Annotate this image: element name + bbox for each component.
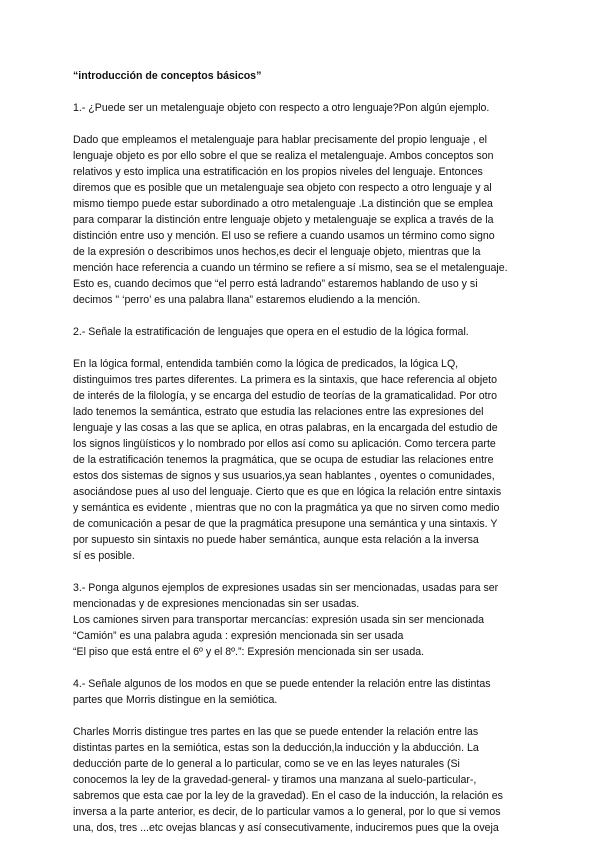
question-4-line: 4.- Señale algunos de los modos en que se puede entender la relación entre las distintas: [73, 678, 491, 690]
answer-2-line: de la estratificación tenemos la pragmática, que se ocupa de estudiar las relaciones entre: [73, 454, 494, 466]
question-4-line: partes que Morris distingue en la semiótica.: [73, 694, 278, 706]
question-3-line: 3.- Ponga algunos ejemplos de expresiones usadas sin ser mencionadas, usadas para ser: [73, 582, 499, 594]
answer-2-line: por supuesto sin sintaxis no puede haber semántica, aunque esta relación a la inversa: [73, 534, 479, 546]
question-3-line: mencionadas y de expresiones mencionadas sin ser usadas.: [73, 598, 360, 610]
answer-1-line: relativos y esto implica una estratificación en los propios niveles del lenguaje. Entonces: [73, 166, 483, 178]
answer-3-line: Los camiones sirven para transportar mercancías: expresión usada sin ser mencionada: [73, 614, 485, 626]
answer-1-line: lenguaje objeto es por ello sobre el que se realiza el metalenguaje. Ambos conceptos son: [73, 150, 494, 162]
question-1: 1.- ¿Puede ser un metalenguaje objeto con respecto a otro lenguaje?Pon algún ejemplo.: [73, 102, 490, 114]
answer-1-line: distinción entre uso y mención. El uso se refiere a cuando usamos un término como signo: [73, 230, 495, 242]
answer-1-line: Esto es, cuando decimos que “el perro está ladrando” estaremos hablando de uso y si: [73, 278, 478, 290]
answer-1-line: para comparar la distinción entre lenguaje objeto y metalenguaje se explica a través de la: [73, 214, 494, 226]
answer-2-line: los signos lingüísticos y lo nombrado por ellos así como su aplicación. Como tercera parte: [73, 438, 496, 450]
question-3: [73, 580, 530, 612]
answer-3: [73, 612, 530, 660]
answer-2-line: asociándose pues al uso del lenguaje. Cierto que es que en lógica la relación entre sintaxis: [73, 486, 502, 498]
answer-2-line: distinguimos tres partes diferentes. La primera es la sintaxis, que hace referencia al objeto: [73, 374, 497, 386]
answer-2-line: y semántica es evidente , mientras que no con la pragmática ya que no sirven como medio: [73, 502, 500, 514]
question-4: [73, 676, 530, 708]
document-title: “introducción de conceptos básicos”: [73, 70, 262, 82]
answer-2-line: de comunicación a pesar de que la pragmática presupone una semántica y una sintaxis. Y: [73, 518, 498, 530]
answer-3-line: “Camión” es una palabra aguda : expresión mencionada sin ser usada: [73, 630, 404, 642]
answer-2-line: En la lógica formal, entendida también como la lógica de predicados, la lógica LQ,: [73, 358, 459, 370]
answer-4-line: inversa a la parte anterior, es decir, de lo particular vamos a lo general, por lo que si vemos: [73, 806, 501, 818]
question-2: 2.- Señale la estratificación de lenguajes que opera en el estudio de la lógica formal.: [73, 326, 469, 338]
answer-2-line: de interés de la filología, y se encarga del estudio de teorías de la gramaticalidad. Por otro: [73, 390, 498, 402]
answer-1-line: diremos que es posible que un metalenguaje sea objeto con respecto a otro lenguaje y al: [73, 182, 492, 194]
answer-1-line: mismo tiempo puede estar subordinado a otro metalenguaje .La distinción que se emplea: [73, 198, 493, 210]
answer-1: [73, 132, 530, 308]
answer-4-line: sabremos que esta cae por la ley de la gravedad). En el caso de la inducción, la relación es: [73, 790, 503, 802]
answer-4-line: una, dos, tres ...etc ovejas blancas y así consecutivamente, induciremos pues que la oveja: [73, 822, 499, 834]
answer-1-line: mención hace referencia a cuando un término se refiere a sí mismo, sea se el metalenguaje.: [73, 262, 508, 274]
answer-1-line: decimos " ‘perro’ es una palabra llana” estaremos eludiendo a la mención.: [73, 294, 421, 306]
answer-1-line: Dado que empleamos el metalenguaje para hablar precisamente del propio lenguaje , el: [73, 134, 488, 146]
answer-2-line: lenguaje y las cosas a las que se aplica, en otras palabras, en la encargada del estudio de: [73, 422, 498, 434]
answer-4-line: conocemos la ley de la gravedad-general- y tiramos una manzana al suelo-particular-,: [73, 774, 477, 786]
answer-4-line: deducción parte de lo general a lo particular, como se ve en las leyes naturales (Si: [73, 758, 460, 770]
answer-1-line: de la expresión o describimos unos hechos,es decir el lenguaje objeto, mientras que la: [73, 246, 481, 258]
answer-2-line: lado tenemos la semántica, estrato que estudia las relaciones entre las expresiones del: [73, 406, 484, 418]
answer-2-line: estos dos sistemas de signos y sus usuarios,ya sean hablantes , oyentes o comunidades,: [73, 470, 495, 482]
answer-4: [73, 724, 530, 836]
answer-2: [73, 356, 530, 564]
answer-4-line: distintas partes en la semiótica, estas son la deducción,la inducción y la abducción. La: [73, 742, 479, 754]
answer-3-line: “El piso que está entre el 6º y el 8º.”: Expresión mencionada sin ser usada.: [73, 646, 425, 658]
answer-4-line: Charles Morris distingue tres partes en las que se puede entender la relación entre las: [73, 726, 479, 738]
answer-2-line: sí es posible.: [73, 550, 135, 562]
